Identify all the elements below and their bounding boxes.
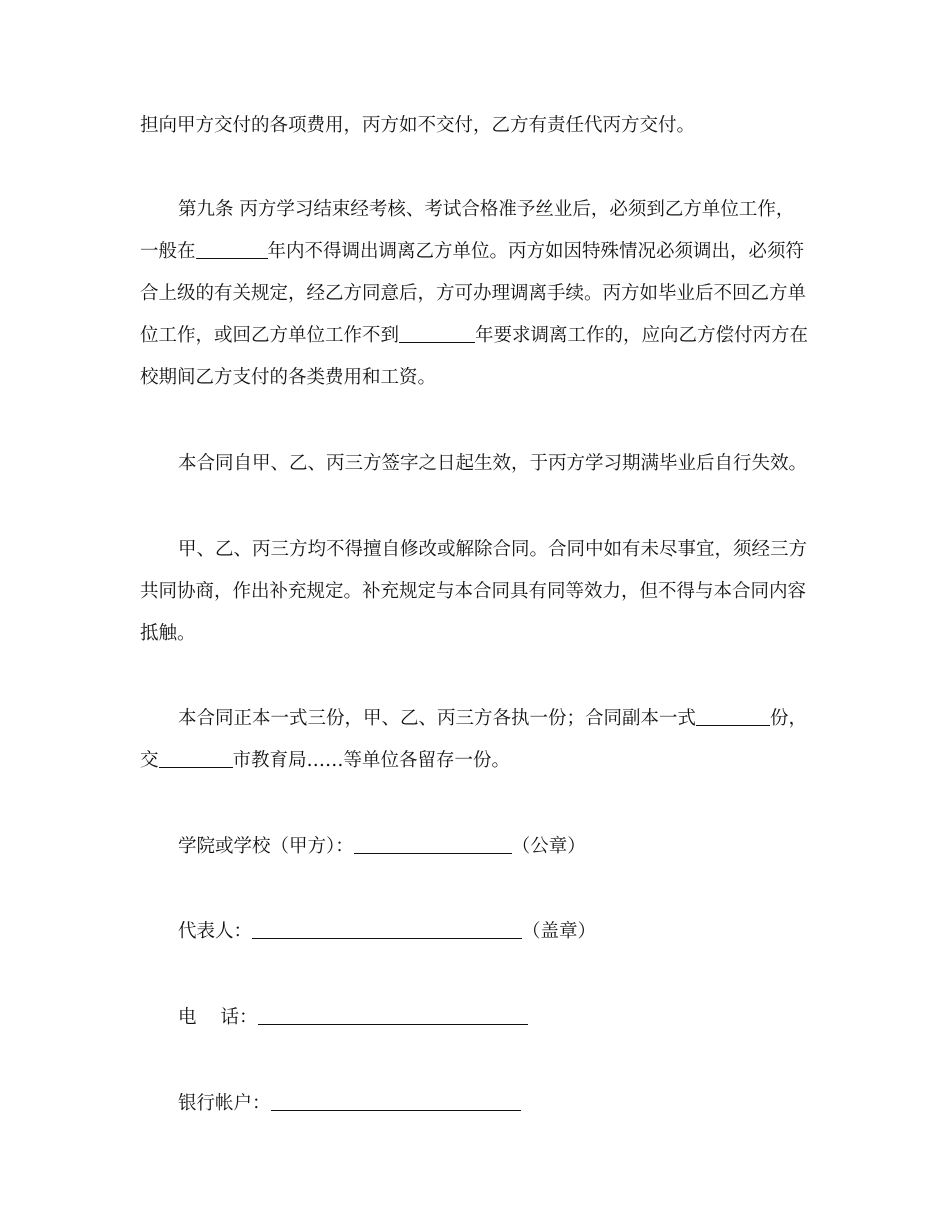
representative-seal-label: （盖章） xyxy=(522,921,597,942)
representative-signature-field[interactable] xyxy=(252,920,522,939)
phone-label: 话： xyxy=(220,1007,258,1028)
school-signature-field[interactable] xyxy=(354,835,512,854)
line-text: 交 xyxy=(140,750,159,771)
service-years-blank-field[interactable] xyxy=(399,324,475,343)
paragraph-line xyxy=(178,707,820,731)
phone-field[interactable] xyxy=(258,1006,528,1025)
line-text: 本合同正本一式三份，甲、乙、丙三方各执一份；合同副本一式 xyxy=(178,708,697,729)
years-blank-field[interactable] xyxy=(196,240,268,259)
line-text: 年要求调离工作的，应向乙方偿付丙方在 xyxy=(475,325,809,346)
line-text: 一般在 xyxy=(140,241,196,262)
paragraph-line: 共同协商，作出补充规定。补充规定与本合同具有同等效力，但不得与本合同内容 xyxy=(140,581,807,602)
school-signature-line xyxy=(178,835,820,859)
representative-label: 代表人： xyxy=(178,921,253,942)
paragraph-line: 本合同自甲、乙、丙三方签字之日起生效，于丙方学习期满毕业后自行失效。 xyxy=(178,453,808,474)
paragraph-line: 担向甲方交付的各项费用，丙方如不交付，乙方有责任代丙方交付。 xyxy=(140,115,696,136)
representative-signature-line xyxy=(178,920,820,944)
school-seal-label: （公章） xyxy=(511,836,586,857)
line-text: 位工作，或回乙方单位工作不到 xyxy=(140,325,400,346)
paragraph-line: 抵触。 xyxy=(140,623,196,644)
bank-account-label: 银行帐户： xyxy=(178,1093,271,1114)
copies-blank-field[interactable] xyxy=(696,707,770,726)
paragraph-line: 校期间乙方支付的各类费用和工资。 xyxy=(140,367,437,388)
paragraph-line xyxy=(140,749,820,773)
paragraph-line: 第九条 丙方学习结束经考核、考试合格准予丝业后，必须到乙方单位工作， xyxy=(178,199,795,220)
paragraph-line xyxy=(140,240,820,264)
paragraph-line xyxy=(140,324,820,348)
bank-account-field[interactable] xyxy=(271,1092,521,1111)
line-text: 市教育局……等单位各留存一份。 xyxy=(232,750,511,771)
school-label: 学院或学校（甲方）： xyxy=(178,836,354,857)
line-text: 年内不得调出调离乙方单位。丙方如因特殊情况必须调出，必须符 xyxy=(267,241,805,262)
bank-account-line xyxy=(178,1092,820,1116)
phone-label: 电 xyxy=(178,1007,197,1028)
phone-line xyxy=(178,1006,820,1030)
line-text: 份， xyxy=(770,708,808,729)
paragraph-line: 甲、乙、丙三方均不得擅自修改或解除合同。合同中如有未尽事宜，须经三方 xyxy=(178,539,808,560)
city-blank-field[interactable] xyxy=(159,749,233,768)
paragraph-line: 合上级的有关规定，经乙方同意后，方可办理调离手续。丙方如毕业后不回乙方单 xyxy=(140,283,807,304)
